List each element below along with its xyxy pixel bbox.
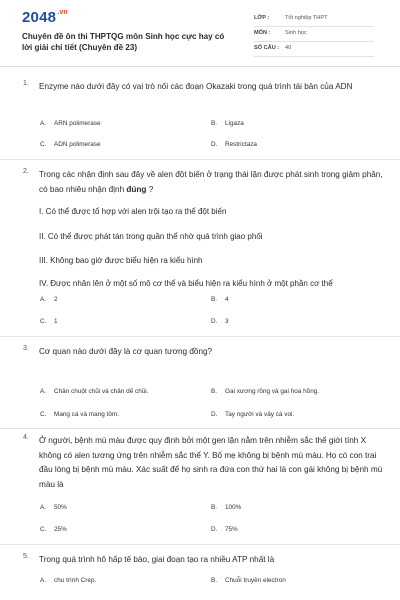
divider: [0, 428, 400, 429]
question-text: Trong quá trình hô hấp tế bào, giai đoạn tạo ra nhiều ATP nhất là: [39, 555, 275, 564]
option-b[interactable]: B. 100%: [211, 504, 242, 511]
option-d[interactable]: D. 75%: [211, 526, 238, 533]
option-b[interactable]: B. Ligaza: [211, 120, 244, 127]
option-d[interactable]: D. 3: [211, 318, 229, 325]
option-c[interactable]: C. ADN polimerase: [40, 141, 101, 148]
question-number: 3.: [23, 345, 29, 352]
divider: [0, 159, 400, 160]
option-c[interactable]: C. 25%: [40, 526, 67, 533]
question-text: Cơ quan nào dưới đây là cơ quan tương đồng?: [39, 347, 213, 356]
question-number: 1.: [23, 80, 29, 87]
option-a[interactable]: A. 2: [40, 296, 58, 303]
question-number: 5.: [23, 553, 29, 560]
option-b[interactable]: B. Gai xương rồng và gai hoa hồng.: [211, 388, 320, 395]
meta-row-class: [254, 12, 374, 27]
meta-key: LỚP :: [254, 15, 270, 21]
site-logo[interactable]: $2048^{.vn}$: [22, 9, 68, 26]
question-text: Trong các nhận định sau đây về alen đột biến ở trạng thái lặn được phát sinh trong giảm phân, có bao nhiêu nhận định đúng ?: [39, 170, 383, 194]
emphasis-word: đúng: [126, 184, 147, 194]
option-a[interactable]: A. 50%: [40, 504, 67, 511]
option-a[interactable]: A. ARN polimerase: [40, 120, 101, 127]
page-header: [0, 0, 400, 67]
meta-key: SỐ CÂU :: [254, 45, 280, 51]
statement-4: IV. Được nhân lên ở một số mô cơ thể và biểu hiện ra kiểu hình ở một phần cơ thể: [39, 279, 333, 288]
option-c[interactable]: C. 1: [40, 318, 58, 325]
option-a[interactable]: A. chu trình Crep.: [40, 577, 97, 584]
statement-3: III. Không bao giờ được biểu hiện ra kiểu hình: [39, 256, 203, 265]
question-number: 2.: [23, 168, 29, 175]
meta-value: Sinh học: [285, 30, 307, 36]
divider: [0, 336, 400, 337]
meta-key: MÔN :: [254, 30, 271, 36]
document-title: Chuyên đề ôn thi THPTQG môn Sinh học cực hay có lời giải chi tiết (Chuyên đề 23): [22, 32, 225, 52]
logo-suffix: .vn: [57, 9, 68, 16]
option-b[interactable]: B. 4: [211, 296, 229, 303]
option-d[interactable]: D. Restrictaza: [211, 141, 257, 148]
option-d[interactable]: D. Tay người và vây cá voi.: [211, 411, 295, 418]
question-number: 4.: [23, 434, 29, 441]
option-a[interactable]: A. Chân chuột chũi và chân dế chũi.: [40, 388, 149, 395]
meta-row-subject: [254, 27, 374, 42]
question-text: Enzyme nào dưới đây có vai trò nối các đoạn Okazaki trong quá trình tái bản của ADN: [39, 82, 353, 91]
statement-1: I. Có thể được tổ hợp với alen trội tạo ra thể đột biến: [39, 207, 227, 216]
meta-value: 40: [285, 45, 292, 51]
option-b[interactable]: B. Chuỗi truyền electron: [211, 577, 286, 584]
statement-2: II. Có thể được phát tán trong quần thể nhờ quá trình giao phối: [39, 232, 263, 241]
question-text: Ở người, bệnh mù màu được quy định bởi một gen lặn nằm trên nhiễm sắc thể giới tính X không có alen tương ứng trên nhiễm sắc thể Y. Bố mẹ không bị bệnh mù màu. Họ có con trai đầu lòng bị bệnh mù màu. Xác suất để họ sinh ra đứa con thứ hai là con gái không bị bệnh mù màu là: [39, 436, 383, 489]
meta-row-count: [254, 42, 374, 57]
meta-value: Tốt nghiệp THPT: [285, 15, 328, 21]
divider: [0, 544, 400, 545]
option-c[interactable]: C. Mang cá và mang tôm.: [40, 411, 120, 418]
